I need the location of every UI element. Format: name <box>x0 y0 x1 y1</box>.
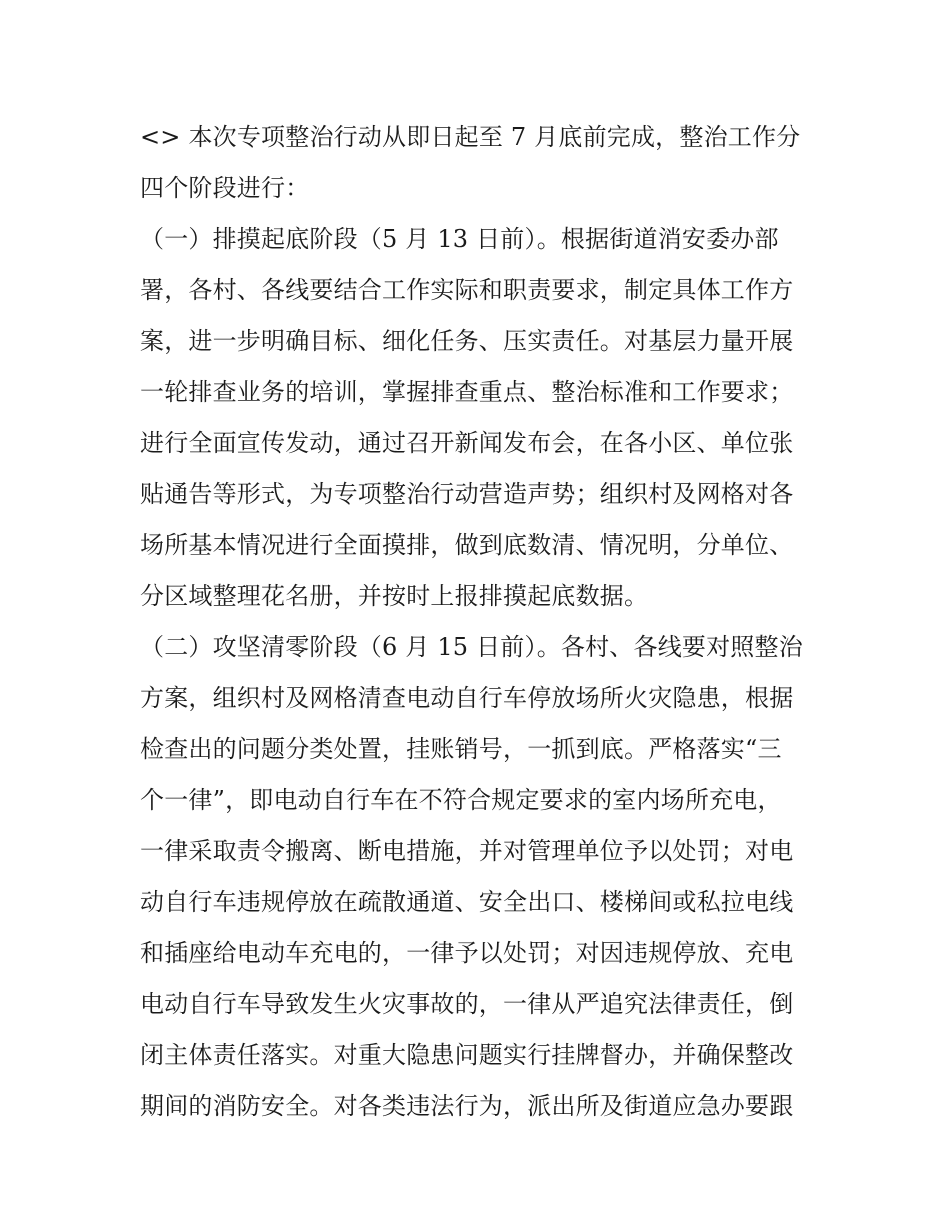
text-line: （一）排摸起底阶段（5 月 13 日前）。根据街道消安委办部 <box>140 225 779 253</box>
text-line: 进行全面宣传发动，通过召开新闻发布会，在各小区、单位张 <box>140 429 794 457</box>
text-line: 方案，组织村及网格清查电动自行车停放场所火灾隐患，根据 <box>140 684 794 712</box>
text-line: 署，各村、各线要结合工作实际和职责要求，制定具体工作方 <box>140 276 794 304</box>
text-line: 动自行车违规停放在疏散通道、安全出口、楼梯间或私拉电线 <box>140 888 794 916</box>
text-line: 闭主体责任落实。对重大隐患问题实行挂牌督办，并确保整改 <box>140 1041 794 1069</box>
text-line: 个一律”，即电动自行车在不符合规定要求的室内场所充电， <box>140 786 782 814</box>
text-line: 贴通告等形式，为专项整治行动营造声势；组织村及网格对各 <box>140 480 794 508</box>
text-line: 电动自行车导致发生火灾事故的，一律从严追究法律责任，倒 <box>140 990 794 1018</box>
text-line: 案，进一步明确目标、细化任务、压实责任。对基层力量开展 <box>140 327 794 355</box>
text-line: 四个阶段进行： <box>140 174 310 202</box>
text-line: 和插座给电动车充电的，一律予以处罚；对因违规停放、充电 <box>140 939 794 967</box>
text-line: 期间的消防安全。对各类违法行为，派出所及街道应急办要跟 <box>140 1092 794 1120</box>
text-line: 一律采取责令搬离、断电措施，并对管理单位予以处罚；对电 <box>140 837 794 865</box>
text-line: <> 本次专项整治行动从即日起至 7 月底前完成，整治工作分 <box>140 123 801 151</box>
text-line: 分区域整理花名册，并按时上报排摸起底数据。 <box>140 582 649 610</box>
text-line: 一轮排查业务的培训，掌握排查重点、整治标准和工作要求； <box>140 378 794 406</box>
text-line: 检查出的问题分类处置，挂账销号，一抓到底。严格落实“三 <box>140 735 782 763</box>
document-body <box>140 112 820 1132</box>
text-line: （二）攻坚清零阶段（6 月 15 日前）。各村、各线要对照整治 <box>140 633 803 661</box>
text-line: 场所基本情况进行全面摸排，做到底数清、情况明，分单位、 <box>140 531 794 559</box>
